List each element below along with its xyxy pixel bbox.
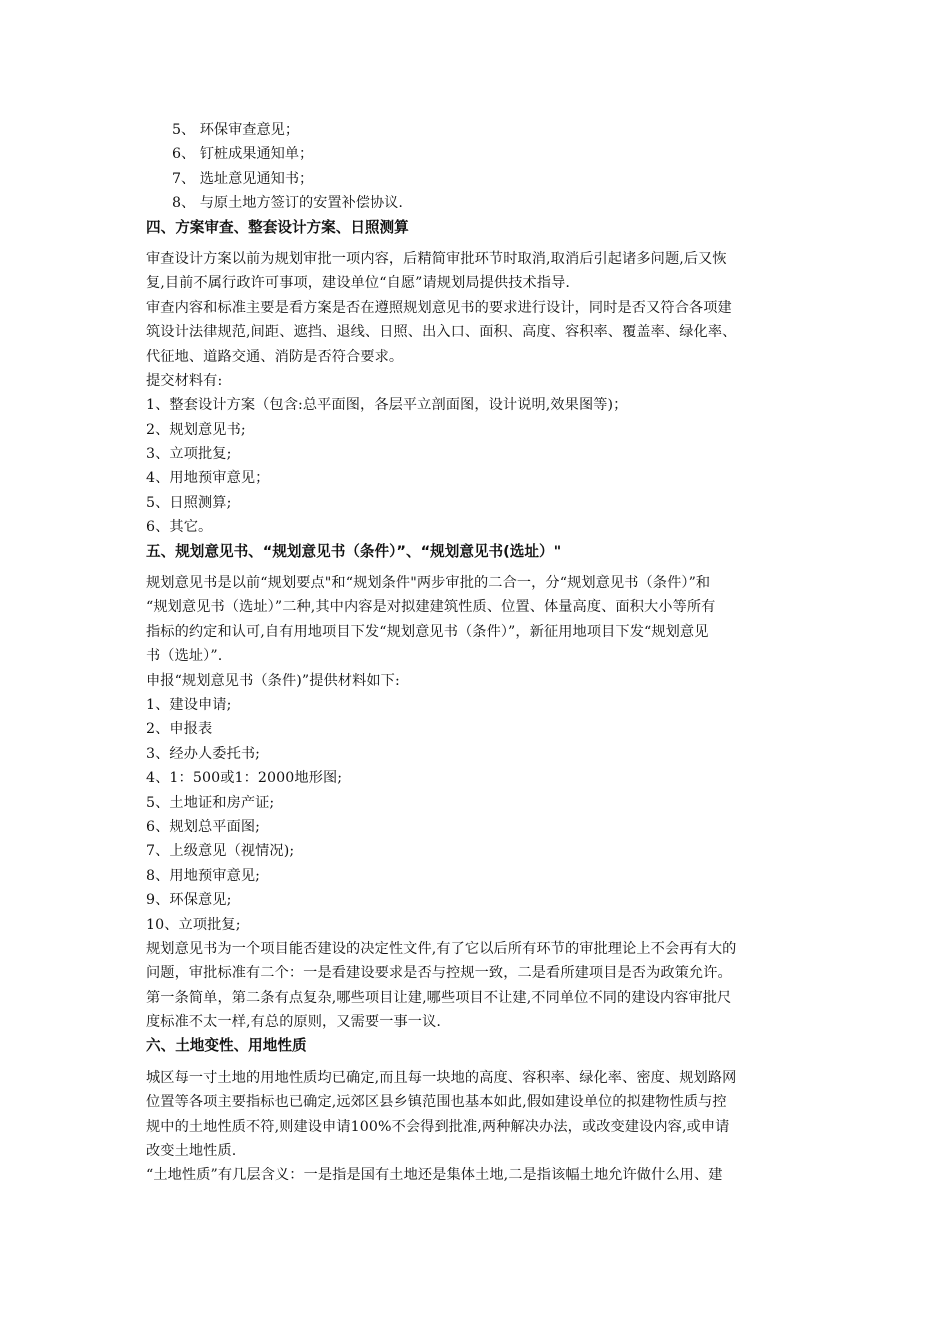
- section-6: [146, 1034, 811, 1187]
- text-line: 第一条简单，第二条有点复杂,哪些项目让建,哪些项目不让建,不同单位不同的建设内容审批尺: [146, 989, 732, 1006]
- intro-list: [146, 118, 811, 216]
- text-line: 改变土地性质.: [146, 1143, 237, 1160]
- list-item: 7、 选址意见通知书；: [172, 170, 314, 187]
- list-item: 7、上级意见（视情况);: [146, 843, 295, 860]
- list-item: 5、 环保审查意见；: [172, 122, 300, 138]
- list-item: 5、土地证和房产证;: [146, 794, 275, 811]
- text-line: 审查设计方案以前为规划审批一项内容，后精简审批环节时取消,取消后引起诸多问题,后又恢: [146, 250, 727, 267]
- text-line: 筑设计法律规范,间距、遮挡、退线、日照、出入口、面积、高度、容积率、覆盖率、绿化率、: [146, 324, 737, 341]
- text-line: 申报“规划意见书（条件)”提供材料如下:: [146, 672, 400, 689]
- list-item: 5、日照测算;: [146, 494, 232, 511]
- list-item: 10、立项批复;: [146, 916, 241, 933]
- text-line: “规划意见书（选址）”二种,其中内容是对拟建建筑性质、位置、体量高度、面积大小等所有: [146, 599, 716, 616]
- text-line: 复,目前不属行政许可事项，建设单位“自愿”请规划局提供技术指导.: [146, 275, 570, 292]
- text-line: 审查内容和标准主要是看方案是否在遵照规划意见书的要求进行设计，同时是否又符合各项建: [146, 299, 732, 316]
- list-item: 9、环保意见;: [146, 892, 232, 909]
- text-line: 城区每一寸土地的用地性质均已确定,而且每一块地的高度、容积率、绿化率、密度、规划路网: [146, 1069, 737, 1086]
- list-item: 3、立项批复;: [146, 446, 232, 463]
- list-item: 1、整套设计方案（包含:总平面图，各层平立剖面图，设计说明,效果图等)；: [146, 397, 628, 414]
- list-item: 6、 钉桩成果通知单；: [172, 146, 314, 163]
- list-item: 2、规划意见书;: [146, 421, 246, 438]
- text-line: 书（选址）”.: [146, 648, 223, 665]
- text-line: 提交材料有:: [146, 372, 223, 389]
- text-line: 代征地、道路交通、消防是否符合要求。: [146, 348, 404, 365]
- section-heading: 四、方案审查、整套设计方案、日照测算: [146, 218, 409, 236]
- text-line: “土地性质”有几层含义：一是指是国有土地还是集体土地,二是指该幅土地允许做什么用、建: [146, 1167, 723, 1184]
- list-item: 4、用地预审意见；: [146, 470, 270, 487]
- list-item: 6、其它。: [146, 519, 213, 536]
- section-heading: 六、土地变性、用地性质: [146, 1037, 307, 1055]
- section-4: [146, 216, 811, 540]
- list-item: 1、建设申请;: [146, 696, 232, 713]
- list-item: 2、申报表: [146, 721, 213, 738]
- list-item: 4、1：500或1：2000地形图;: [146, 770, 343, 787]
- list-item: 8、用地预审意见;: [146, 867, 261, 884]
- document-page: [146, 118, 811, 1188]
- text-line: 规划意见书为一个项目能否建设的决定性文件,有了它以后所有环节的审批理论上不会再有大的: [146, 940, 737, 957]
- text-line: 位置等各项主要指标也已确定,远郊区县乡镇范围也基本如此,假如建设单位的拟建物性质与控: [146, 1094, 727, 1111]
- list-item: 8、 与原土地方签订的安置补偿协议.: [172, 195, 403, 212]
- text-line: 度标准不太一样,有总的原则，又需要一事一议.: [146, 1014, 441, 1031]
- section-heading: 五、规划意见书、“规划意见书（条件）”、“规划意见书(选址）": [146, 542, 562, 560]
- section-5: [146, 540, 811, 1035]
- list-item: 6、规划总平面图;: [146, 818, 261, 835]
- text-line: 问题，审批标准有二个：一是看建设要求是否与控规一致，二是看所建项目是否为政策允许。: [146, 965, 732, 982]
- text-line: 规中的土地性质不符,则建设申请100%不会得到批准,两种解决办法，或改变建设内容,或申请: [146, 1118, 730, 1135]
- text-line: 指标的约定和认可,自有用地项目下发“规划意见书（条件）”，新征用地项目下发“规划意见: [146, 623, 709, 640]
- text-line: 规划意见书是以前“规划要点"和“规划条件"两步审批的二合一，分“规划意见书（条件）”和: [146, 575, 711, 592]
- list-item: 3、经办人委托书;: [146, 745, 261, 762]
